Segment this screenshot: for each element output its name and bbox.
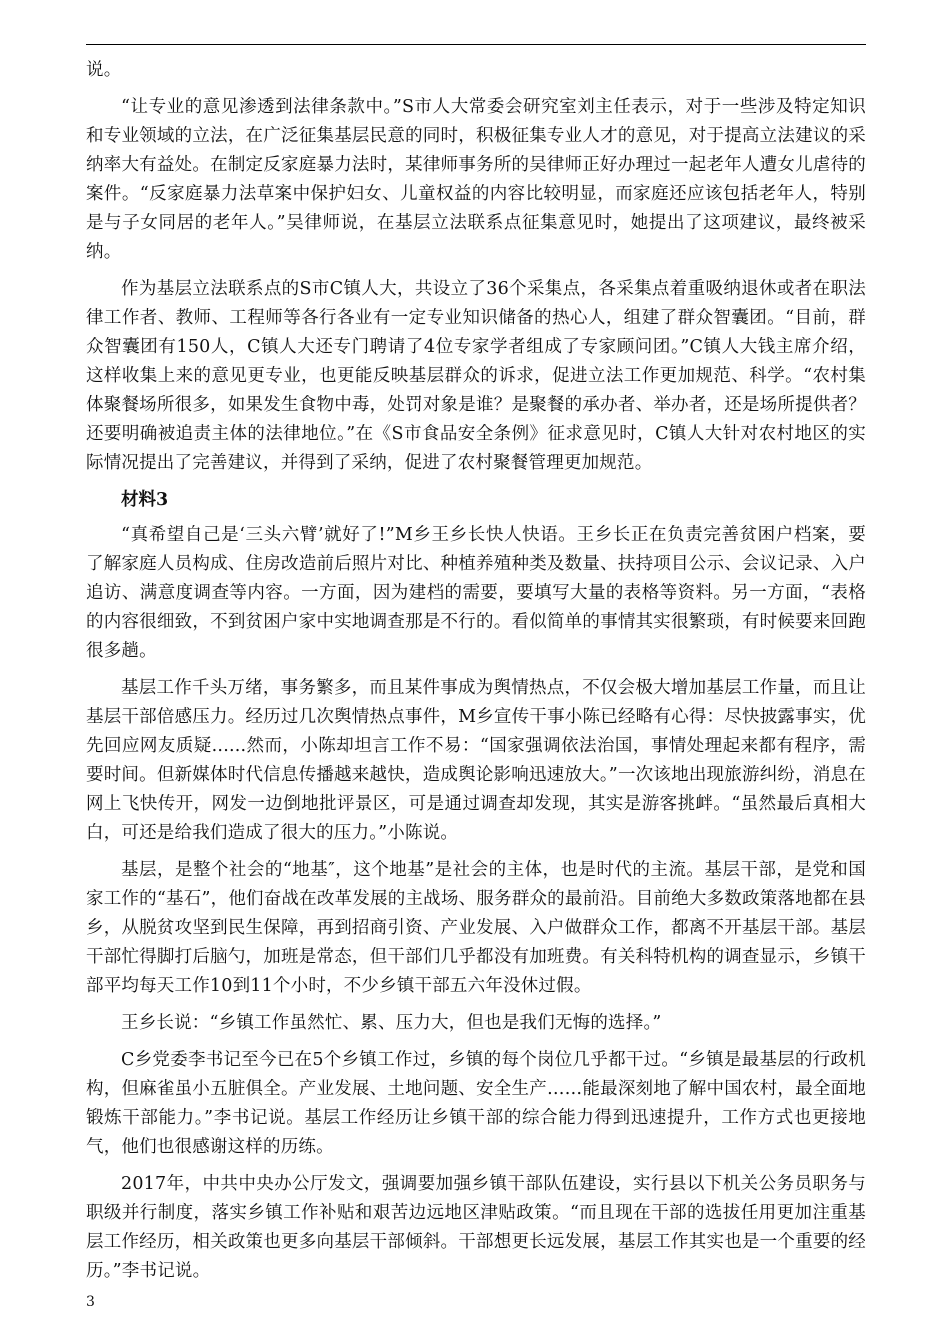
paragraph: “让专业的意见渗透到法律条款中。”S市人大常委会研究室刘主任表示，对于一些涉及特定知识和专业领域的立法，在广泛征集基层民意的同时，积极征集专业人才的意见，对于提高立法建议的采纳率大有益处。在制定反家庭暴力法时，某律师事务所的吴律师正好办理过一起老年人遭女儿虐待的案件。“反家庭暴力法草案中保护妇女、儿童权益的内容比较明显，而家庭还应该包括老年人，特别是与子女同居的老年人。”吴律师说，在基层立法联系点征集意见时，她提出了这项建议，最终被采纳。 (86, 97, 866, 262)
paragraph: “真希望自己是‘三头六臂’就好了!”M乡王乡长快人快语。王乡长正在负责完善贫困户档案，要了解家庭人员构成、住房改造前后照片对比、种植养殖种类及数量、扶持项目公示、会议记录、入户追访、满意度调查等内容。一方面，因为建档的需要，要填写大量的表格等资料。另一方面，“表格的内容很细致，不到贫困户家中实地调查那是不行的。看似简单的事情其实很繁琐，有时候要来回跑很多趟。 (86, 525, 866, 661)
paragraph: 基层，是整个社会的“地基″，这个地基”是社会的主体，也是时代的主流。基层干部，是党和国家工作的“基石”，他们奋战在改革发展的主战场、服务群众的最前沿。目前绝大多数政策落地都在县乡，从脱贫攻坚到民生保障，再到招商引资、产业发展、入户做群众工作，都离不开基层干部。基层干部忙得脚打后脑勺，加班是常态，但干部们几乎都没有加班费。有关科特机构的调查显示，乡镇干部平均每天工作10到11个小时，不少乡镇干部五六年没休过假。 (86, 860, 866, 996)
paragraph: 2017年，中共中央办公厅发文，强调要加强乡镇干部队伍建设，实行县以下机关公务员职务与职级并行制度，落实乡镇工作补贴和艰苦边远地区津贴政策。“而且现在干部的选拔任用更加注重基层工作经历，相关政策也更多向基层干部倾斜。干部想更长远发展，基层工作其实也是一个重要的经历。”李书记说。 (86, 1174, 866, 1281)
paragraph: 作为基层立法联系点的S市C镇人大，共设立了36个采集点，各采集点着重吸纳退休或者在职法律工作者、教师、工程师等各行各业有一定专业知识储备的热心人，组建了群众智囊团。“目前，群众智囊团有150人，C镇人大还专门聘请了4位专家学者组成了专家顾问团。”C镇人大钱主席介绍，这样收集上来的意见更专业，也更能反映基层群众的诉求，促进立法工作更加规范、科学。“农村集体聚餐场所很多，如果发生食物中毒，处罚对象是谁？是聚餐的承办者、举办者，还是场所提供者？还要明确被追责主体的法律地位。”在《S市食品安全条例》征求意见时，C镇人大针对农村地区的实际情况提出了完善建议，并得到了采纳，促进了农村聚餐管理更加规范。 (86, 279, 866, 473)
header-rule (86, 44, 866, 45)
page-number: 3 (86, 1294, 95, 1310)
paragraph: 基层工作千头万绪，事务繁多，而且某件事成为舆情热点，不仅会极大增加基层工作量，而且让基层干部倍感压力。经历过几次舆情热点事件，M乡宣传干事小陈已经略有心得：尽快披露事实，优先回应网友质疑......然而，小陈却坦言工作不易：“国家强调依法治国，事情处理起来都有程序，需要时间。但新媒体时代信息传播越来越快，造成舆论影响迅速放大。”一次该地出现旅游纠纷，消息在网上飞快传开，网发一边倒地批评景区，可是通过调查却发现，其实是游客挑衅。“虽然最后真相大白，可还是给我们造成了很大的压力。”小陈说。 (86, 678, 866, 843)
paragraph: C乡党委李书记至今已在5个乡镇工作过，乡镇的每个岗位几乎都干过。“乡镇是最基层的行政机构，但麻雀虽小五脏俱全。产业发展、土地问题、安全生产……能最深刻地了解中国农村，最全面地锻炼干部能力。”李书记说。基层工作经历让乡镇干部的综合能力得到迅速提升，工作方式也更接地气，他们也很感谢这样的历练。 (86, 1050, 866, 1157)
document-body (86, 56, 866, 1294)
paragraph: 说。 (86, 60, 122, 80)
section-heading: 材料3 (121, 490, 169, 510)
paragraph: 王乡长说：“乡镇工作虽然忙、累、压力大，但也是我们无悔的选择。” (121, 1013, 662, 1033)
